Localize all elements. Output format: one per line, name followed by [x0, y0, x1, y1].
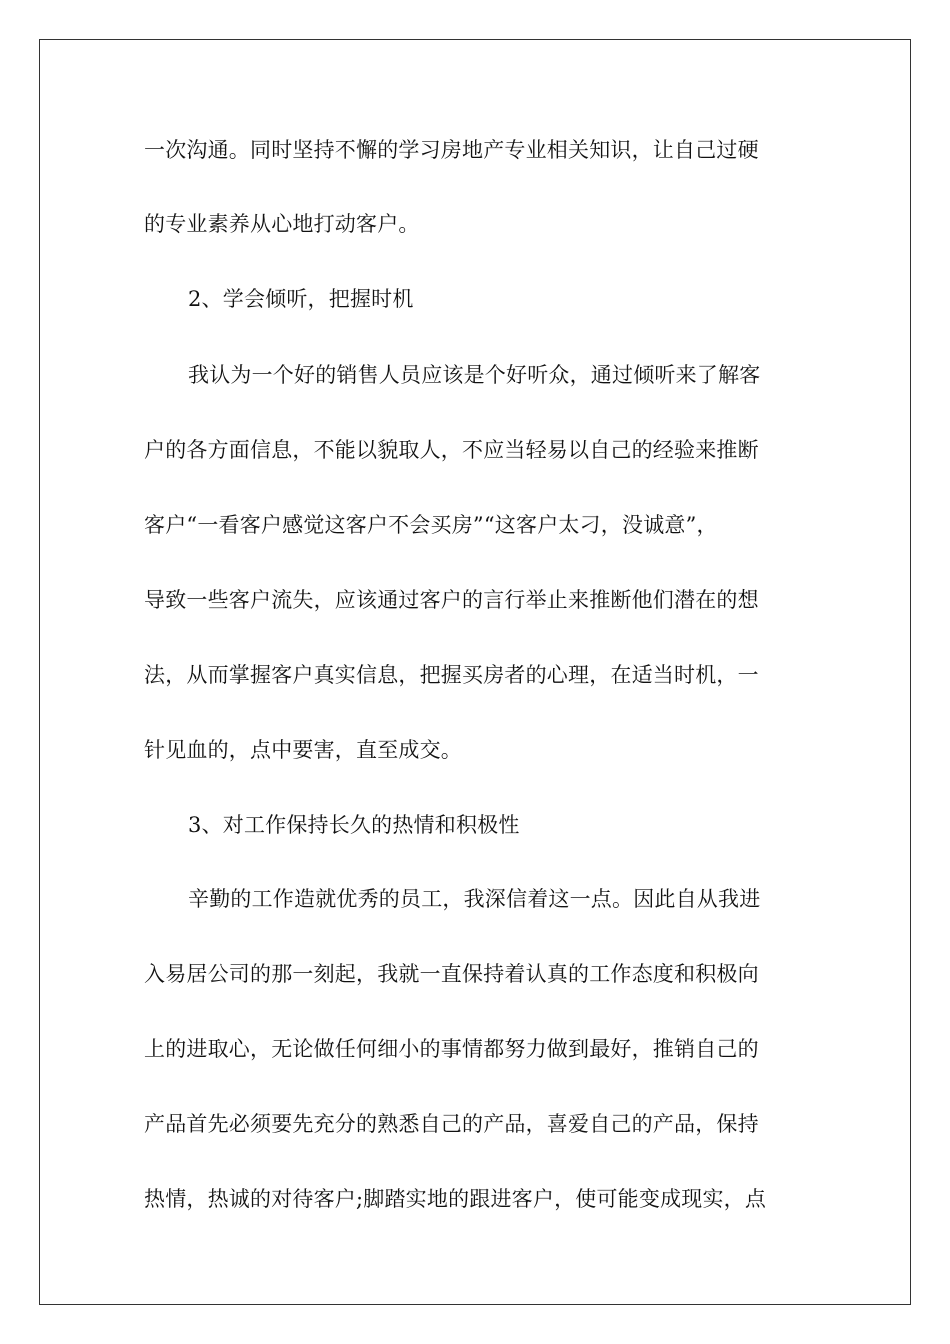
body-line-2: 的专业素养从心地打动客户。 — [144, 212, 420, 236]
body-line-13: 上的进取心，无论做任何细小的事情都努力做到最好，推销自己的 — [144, 1037, 759, 1061]
paragraph-start-line: 辛勤的工作造就优秀的员工，我深信着这一点。因此自从我进 — [188, 887, 761, 911]
body-line-8: 法，从而掌握客户真实信息，把握买房者的心理，在适当时机，一 — [144, 663, 759, 687]
body-line-9: 针见血的，点中要害，直至成交。 — [144, 738, 462, 762]
body-line-1: 一次沟通。同时坚持不懈的学习房地产专业相关知识，让自己过硬 — [144, 138, 759, 162]
body-line-6: 客户“一看客户感觉这客户不会买房”“这客户太刁，没诚意”， — [144, 513, 718, 537]
body-line-12: 入易居公司的那一刻起，我就一直保持着认真的工作态度和积极向 — [144, 962, 759, 986]
body-line-14: 产品首先必须要先充分的熟悉自己的产品，喜爱自己的产品，保持 — [144, 1112, 759, 1136]
body-line-5: 户的各方面信息，不能以貌取人，不应当轻易以自己的经验来推断 — [144, 438, 759, 462]
body-line-7: 导致一些客户流失，应该通过客户的言行举止来推断他们潜在的想 — [144, 588, 759, 612]
paragraph-start-line: 我认为一个好的销售人员应该是个好听众，通过倾听来了解客 — [188, 363, 761, 387]
section-heading-2: 2、学会倾听，把握时机 — [188, 287, 414, 311]
body-line-15: 热情，热诚的对待客户;脚踏实地的跟进客户，使可能变成现实，点 — [144, 1187, 767, 1211]
section-heading-3: 3、对工作保持长久的热情和积极性 — [188, 813, 520, 837]
